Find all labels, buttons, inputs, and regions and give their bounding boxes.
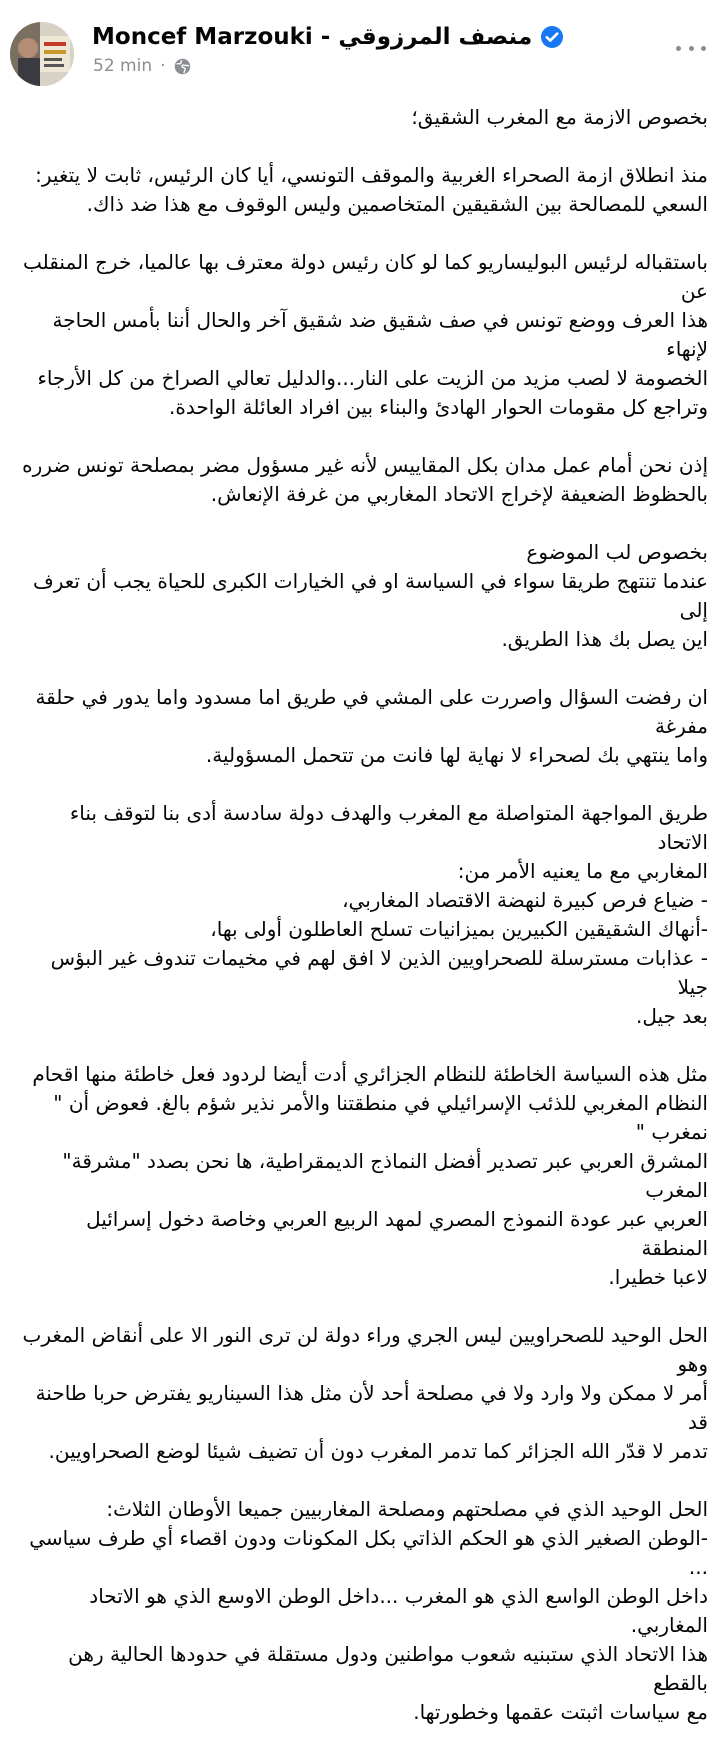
more-options-icon[interactable]	[676, 38, 706, 58]
more-dot	[676, 46, 681, 51]
post-paragraph: بخصوص الازمة مع المغرب الشقيق؛	[411, 105, 708, 129]
post-paragraph: باستقباله لرئيس البوليساريو كما لو كان رئيس دولة معترف بها عالميا، خرج المنقلب عن هذا العرف ووضع تونس في صف شقيق ضد شقيق آخر والحال أننا بأمس الحاجة لإنهاء الخصومة لا لصب مزيد من الزيت على النار...والدليل تعالي الصراخ من كل الأرجاء وتراجع كل مقومات الحوار الهادئ والبناء بين افراد العائلة الواحدة.	[23, 250, 708, 419]
author-name-text[interactable]: Moncef Marzouki - منصف المرزوقي	[92, 24, 533, 50]
author-avatar[interactable]	[10, 22, 74, 86]
post-header	[0, 0, 720, 90]
post-paragraph: طريق المواجهة المتواصلة مع المغرب والهدف دولة سادسة أدى بنا لتوقف بناء الاتحاد المغاربي مع ما يعنيه الأمر من: - ضياع فرص كبيرة لنهضة الاقتصاد المغاربي، -أنهاك الشقيقين الكبيرين بميزانيات تسلح العاطلون أولى بها، - عذابات مسترسلة للصحراويين الذين لا افق لهم في مخيمات تندوف غير البؤس جيلا بعد جيل.	[50, 801, 708, 1028]
post-meta	[93, 56, 191, 76]
avatar-image	[10, 22, 74, 86]
post-paragraph: الحل الوحيد للصحراويين ليس الجري وراء دولة لن ترى النور الا على أنقاض المغرب وهو أمر لا ممكن ولا وارد ولا في مصلحة أحد لأن مثل هذا السيناريو يفترض حربا طاحنة قد تدمر لا قدّر الله الجزائر كما تدمر المغرب دون أن تضيف شيئا لوضع الصحراويين.	[22, 1323, 708, 1463]
author-name[interactable]	[92, 24, 564, 50]
meta-separator: ·	[160, 56, 166, 76]
post-paragraph: منذ انطلاق ازمة الصحراء الغربية والموقف التونسي، أيا كان الرئيس، ثابت لا يتغير: السعي للمصالحة بين الشقيقين المتخاصمين وليس الوقوف مع هذا ضد ذاك.	[35, 163, 708, 216]
post-paragraph: الحل الوحيد الذي في مصلحتهم ومصلحة المغاربيين جميعا الأوطان الثلاث: -الوطن الصغير الذي هو الحكم الذاتي بكل المكونات ودون اقصاء أي طرف سياسي ... داخل الوطن الواسع الذي هو المغرب ...داخل الوطن الاوسع الذي هو الاتحاد المغاربي. هذا الاتحاد الذي ستبنيه شعوب مواطنين ودول مستقلة في حدودها الحالية رهن بالقطع مع سياسات اثبتت عقمها وخطورتها.	[29, 1497, 708, 1724]
verified-badge-icon	[540, 25, 564, 49]
post-paragraph: ان رفضت السؤال واصررت على المشي في طريق اما مسدود واما يدور في حلقة مفرغة واما ينتهي بك لصحراء لا نهاية لها فانت من تتحمل المسؤولية.	[35, 685, 708, 767]
post-timestamp[interactable]: 52 min	[93, 56, 153, 76]
more-dot	[701, 46, 706, 51]
post-paragraph: بخصوص لب الموضوع عندما تنتهج طريقا سواء في السياسة او في الخيارات الكبرى للحياة يجب أن تعرف إلى اين يصل بك هذا الطريق.	[33, 540, 708, 651]
more-dot	[689, 46, 694, 51]
post-paragraph: مثل هذه السياسة الخاطئة للنظام الجزائري أدت أيضا لردود فعل خاطئة منها اقحام النظام المغربي للذئب الإسرائيلي في منطقتنا والأمر نذير شؤم بالغ. فعوض أن " نمغرب " المشرق العربي عبر تصدير أفضل النماذج الديمقراطية، ها نحن بصدد "مشرقة" المغرب العربي عبر عودة النموذج المصري لمهد الربيع العربي وخاصة دخول إسرائيل المنطقة لاعبا خطيرا.	[32, 1062, 708, 1289]
post-paragraph: إذن نحن أمام عمل مدان بكل المقاييس لأنه غير مسؤول مضر بمصلحة تونس ضرره بالحظوظ الضعيفة لإخراج الاتحاد المغاربي من غرفة الإنعاش.	[22, 453, 708, 506]
post-text	[18, 103, 708, 1756]
globe-icon[interactable]	[174, 58, 191, 75]
